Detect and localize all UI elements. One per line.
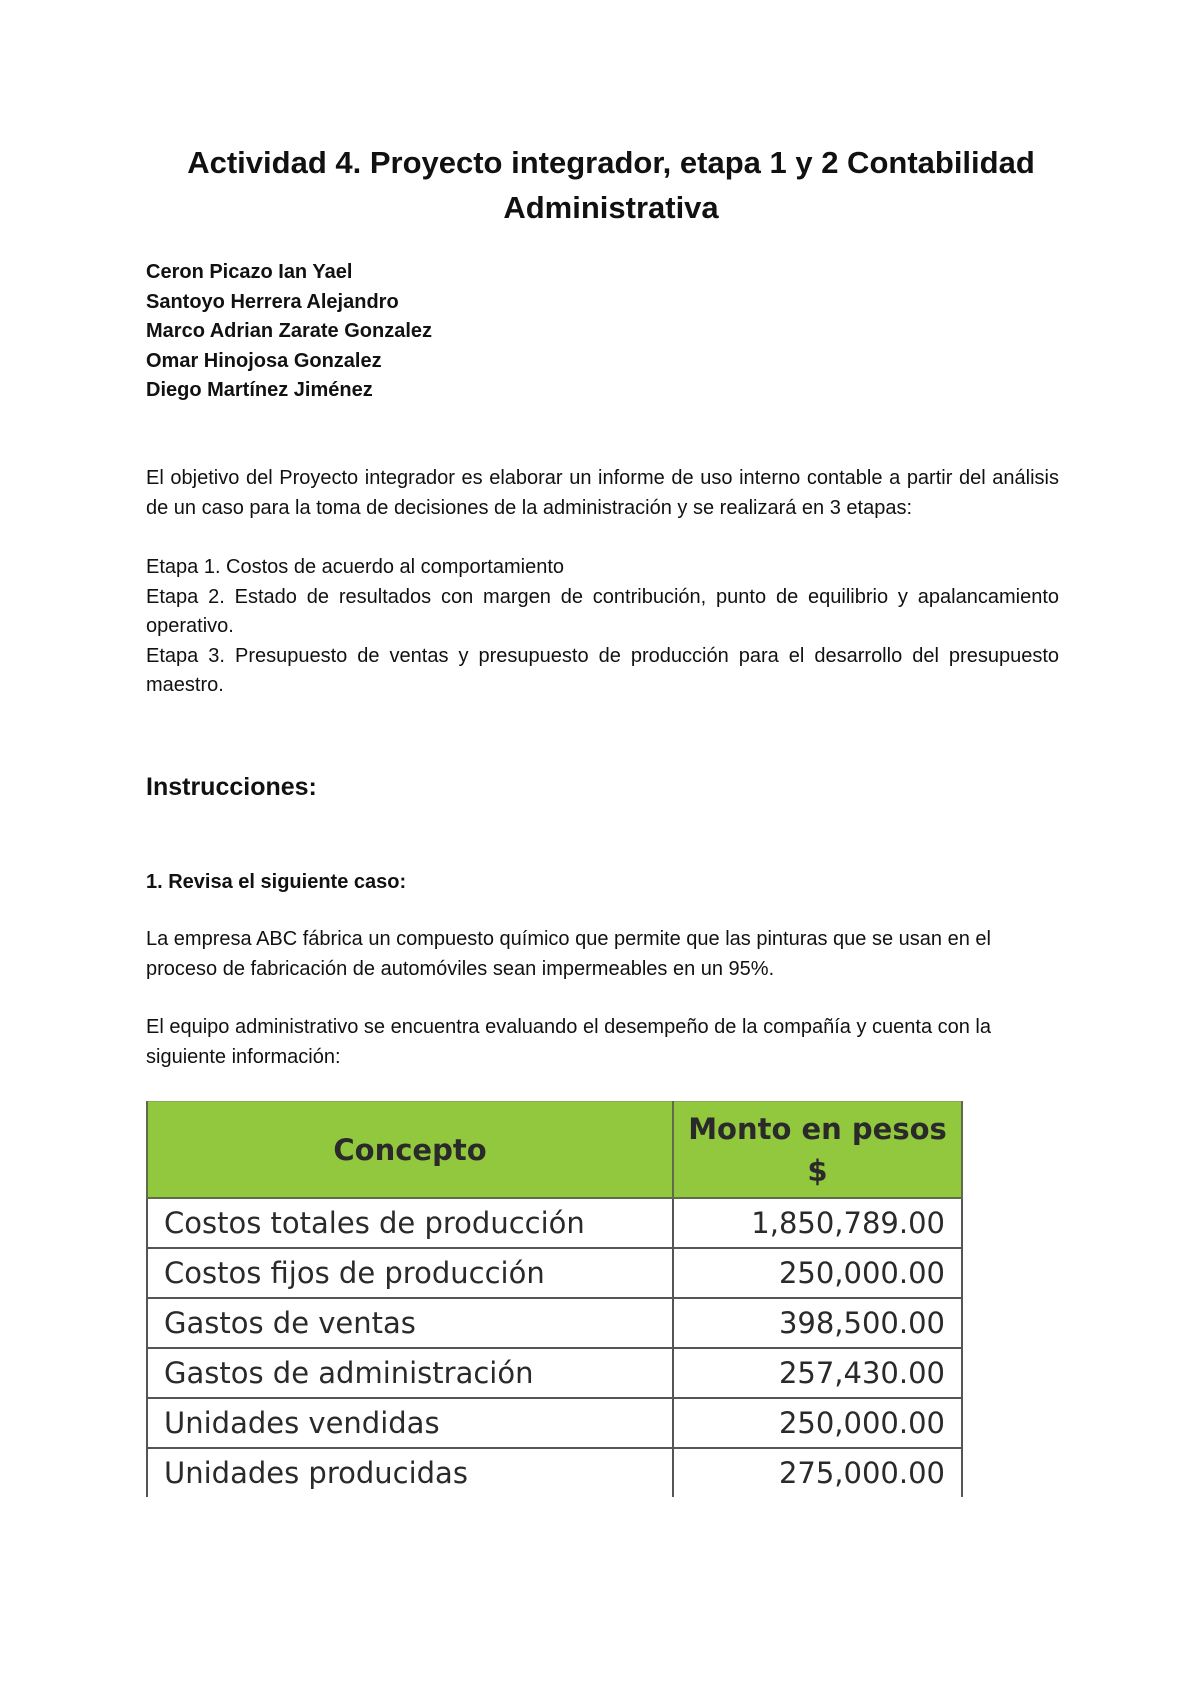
table-row	[147, 1198, 962, 1248]
document-title	[146, 140, 1076, 230]
amount-cell: 250,000.00	[673, 1398, 962, 1448]
author-list	[146, 258, 432, 406]
amount-cell: 257,430.00	[673, 1348, 962, 1398]
title-line-2: Administrativa	[503, 190, 719, 225]
stage-item: Etapa 3. Presupuesto de ventas y presupuesto de producción para el desarrollo del presupuesto maestro.	[146, 644, 1059, 696]
amount-cell: 1,850,789.00	[673, 1198, 962, 1248]
concept-cell: Unidades producidas	[147, 1448, 673, 1497]
table-row	[147, 1398, 962, 1448]
table-row	[147, 1248, 962, 1298]
concept-cell: Unidades vendidas	[147, 1398, 673, 1448]
amount-header-line-2: $	[807, 1153, 828, 1188]
stage-item: Etapa 1. Costos de acuerdo al comportamiento	[146, 556, 565, 578]
table-row	[147, 1348, 962, 1398]
author-name: Omar Hinojosa Gonzalez	[146, 349, 382, 372]
author-name: Diego Martínez Jiménez	[146, 379, 373, 401]
column-header-concept: Concepto	[147, 1102, 673, 1199]
stages-list	[146, 553, 1059, 701]
amount-header-line-1: Monto en pesos	[688, 1111, 947, 1146]
amount-cell: 398,500.00	[673, 1298, 962, 1348]
table-row	[147, 1448, 962, 1497]
case-paragraph: La empresa ABC fábrica un compuesto químico que permite que las pinturas que se usan en el proceso de fabricación de automóviles sean impermeables en un 95%.	[146, 928, 991, 980]
table-row	[147, 1298, 962, 1348]
author-name: Ceron Picazo Ian Yael	[146, 261, 353, 283]
concept-cell: Gastos de ventas	[147, 1298, 673, 1348]
title-line-1: Actividad 4. Proyecto integrador, etapa 1 y 2 Contabilidad	[187, 145, 1035, 180]
objective-paragraph: El objetivo del Proyecto integrador es elaborar un informe de uso interno contable a partir del análisis de un caso para la toma de decisiones de la administración y se realizará en 3 etapas:	[146, 467, 1059, 519]
financial-data-table	[146, 1101, 963, 1497]
step-1-heading: 1. Revisa el siguiente caso:	[146, 871, 407, 893]
concept-cell: Gastos de administración	[147, 1348, 673, 1398]
column-header-amount	[673, 1102, 962, 1199]
stage-item: Etapa 2. Estado de resultados con margen de contribución, punto de equilibrio y apalancamiento operativo.	[146, 585, 1059, 637]
instructions-heading: Instrucciones:	[146, 773, 317, 801]
author-name: Marco Adrian Zarate Gonzalez	[146, 320, 432, 342]
amount-cell: 275,000.00	[673, 1448, 962, 1497]
concept-cell: Costos fijos de producción	[147, 1248, 673, 1298]
team-paragraph: El equipo administrativo se encuentra evaluando el desempeño de la compañía y cuenta con la siguiente información:	[146, 1016, 991, 1068]
table-header-row	[147, 1102, 962, 1199]
author-name: Santoyo Herrera Alejandro	[146, 290, 399, 313]
concept-cell: Costos totales de producción	[147, 1198, 673, 1248]
amount-cell: 250,000.00	[673, 1248, 962, 1298]
